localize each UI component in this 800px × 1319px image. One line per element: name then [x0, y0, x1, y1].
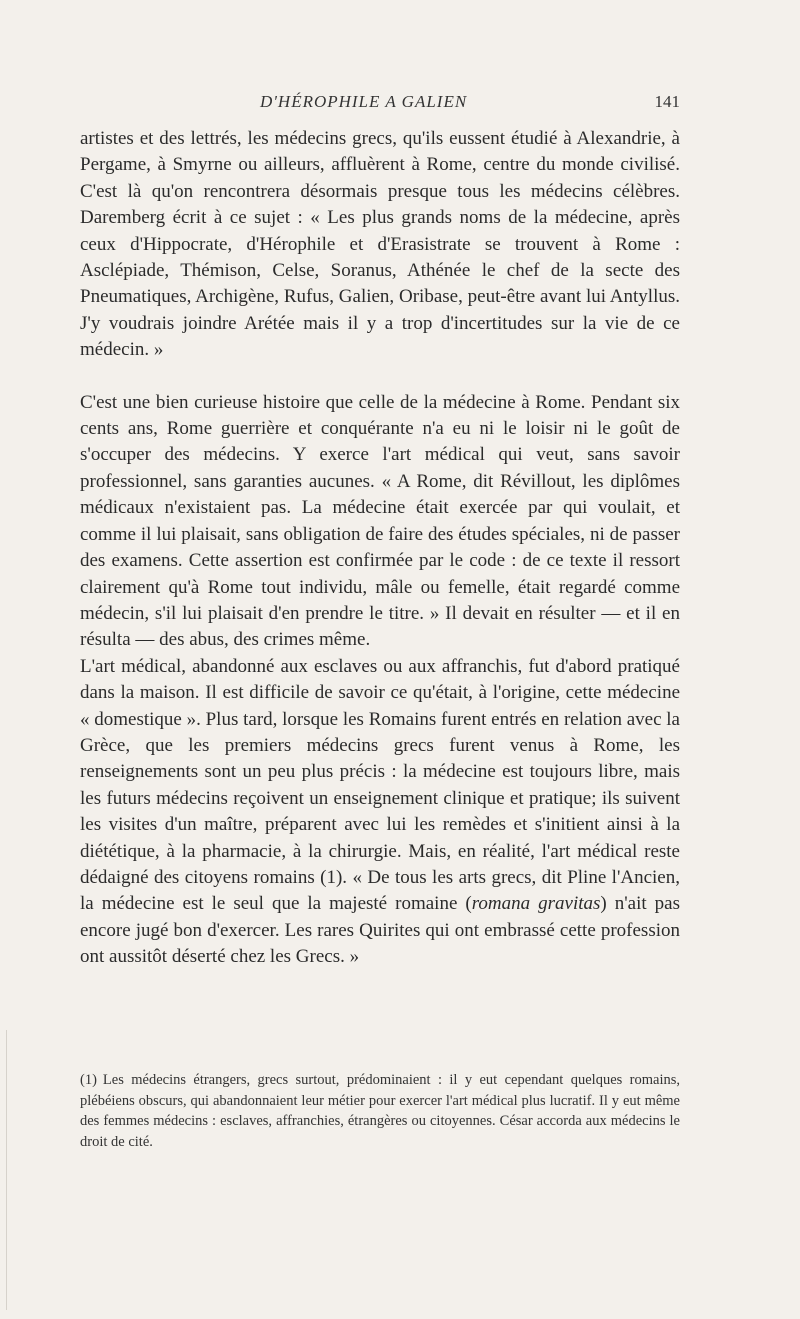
footnote-1	[80, 1070, 680, 1152]
body-text	[80, 126, 680, 971]
running-title: D'HÉROPHILE A GALIEN	[260, 92, 468, 111]
page-number: 141	[654, 92, 680, 111]
page-edge-shadow	[6, 1030, 7, 1310]
footnote-text: Les médecins étrangers, grecs surtout, prédominaient : il y eut cependant quelques romains, plébéiens obscurs, qui abandonnaient leur métier pour exercer l'art médical plus lucratif. Il y eut même des femmes médecins : esclaves, affranchies, étrangères ou citoyennes. César accorda aux médecins le droit de cité.	[80, 1072, 680, 1150]
paragraph-3	[80, 654, 680, 971]
footnotes	[80, 1070, 680, 1152]
footnote-mark: (1)	[80, 1072, 97, 1088]
paragraph-3-latin: romana gravitas	[471, 893, 601, 915]
paragraph-3-text-a: L'art médical, abandonné aux esclaves ou aux affranchis, fut d'abord pratiqué dans la maison. Il est difficile de savoir ce qu'était, à l'origine, cette médecine « domestique ». Plus tard, lorsque les Romains furent entrés en relation avec la Grèce, que les premiers médecins grecs furent venus à Rome, les renseignements sont un peu plus précis : la médecine est toujours libre, mais les futurs médecins reçoivent un enseignement clinique et pratique; ils suivent les visites d'un maître, préparent avec lui les remèdes et s'initient ainsi à la diététique, à la pharmacie, à la chirurgie. Mais, en réalité, l'art médical reste dédaigné des citoyens romains (1). « De tous les arts grecs, dit Pline l'Ancien, la médecine est le seul que la majesté romaine (	[80, 655, 680, 915]
paragraph-1: artistes et des lettrés, les médecins grecs, qu'ils eussent étudié à Alexandrie, à Pergame, à Smyrne ou ailleurs, affluèrent à Rome, centre du monde civilisé. C'est là qu'on rencontrera désormais presque tous les médecins célèbres. Daremberg écrit à ce sujet : « Les plus grands noms de la médecine, après ceux d'Hippocrate, d'Hérophile et d'Erasistrate se trouvent à Rome : Asclépiade, Thémison, Celse, Soranus, Athénée le chef de la secte des Pneumatiques, Archigène, Rufus, Galien, Oribase, peut-être avant lui Antyllus. J'y voudrais joindre Arétée mais il y a trop d'incertitudes sur la vie de ce médecin. »	[80, 128, 680, 361]
running-head	[80, 92, 680, 118]
paragraph-3-text-b: ) n'ait pas encore jugé bon d'exercer. Les rares Quirites qui ont embrassé cette profession ont aussitôt déserté chez les Grecs. »	[80, 893, 680, 968]
paragraph-2: C'est une bien curieuse histoire que celle de la médecine à Rome. Pendant six cents ans, Rome guerrière et conquérante n'a eu ni le loisir ni le goût de s'occuper des médecins. Y exerce l'art médical qui veut, sans savoir professionnel, sans garanties aucunes. « A Rome, dit Révillout, les diplômes médicaux n'existaient pas. La médecine était exercée par qui voulait, et comme il lui plaisait, sans obligation de faire des études spéciales, ni de passer des examens. Cette assertion est confirmée par le code : de ce texte il ressort clairement qu'à Rome tout individu, mâle ou femelle, était regardé comme médecin, s'il lui plaisait d'en prendre le titre. » Il devait en résulter — et il en résulta — des abus, des crimes même.	[80, 391, 680, 651]
